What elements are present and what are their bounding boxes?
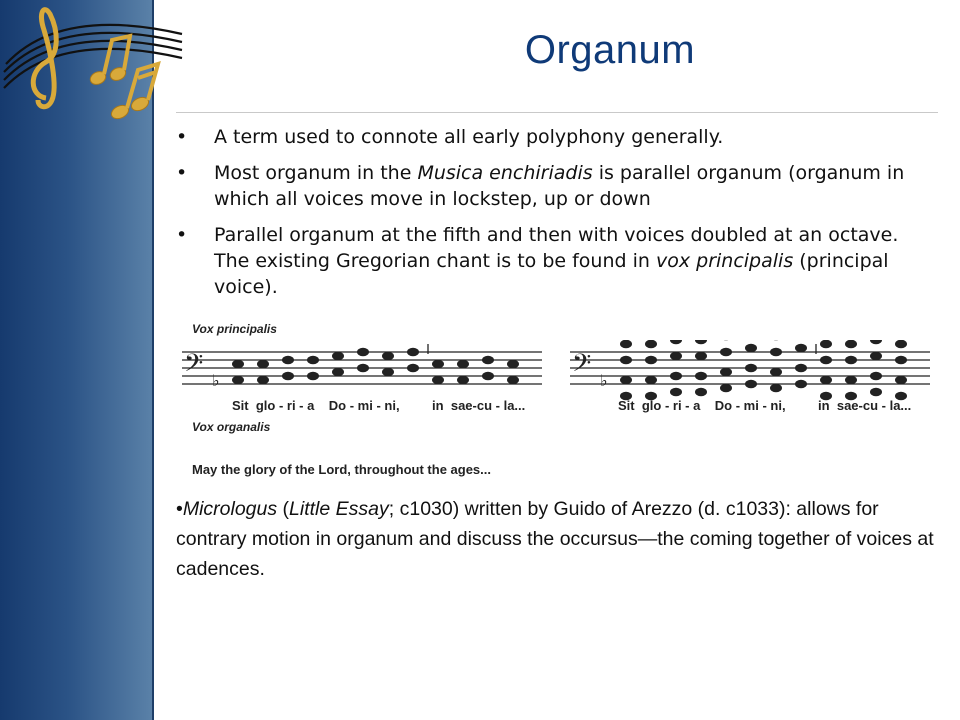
note-head [695, 340, 707, 344]
note-head [720, 384, 732, 393]
bullet-item [172, 160, 932, 212]
vox-principalis-label: Vox principalis [192, 322, 277, 336]
note-head [620, 340, 632, 348]
slide-title: Organum [524, 28, 696, 72]
note-head [382, 352, 394, 361]
note-head [232, 360, 244, 369]
vox-organalis-label: Vox organalis [192, 420, 271, 434]
note-head [407, 348, 419, 357]
bullet-dot: • [176, 162, 188, 184]
staff-graphic [178, 340, 938, 440]
bullet-dot: • [176, 224, 188, 246]
note-head [645, 356, 657, 365]
note-head [795, 364, 807, 373]
bullet-text-emphasis: vox principalis [655, 250, 794, 272]
footnote-subtitle: Little Essay [289, 498, 389, 520]
bullet-text-pre: Most organum in the [214, 162, 418, 184]
note-head [457, 360, 469, 369]
note-head [820, 340, 832, 348]
note-head [232, 376, 244, 385]
note-head [307, 372, 319, 381]
bass-clef-icon: 𝄢 [184, 349, 204, 384]
note-head [795, 380, 807, 389]
note-head [745, 344, 757, 353]
note-head [382, 368, 394, 377]
note-head [670, 372, 682, 381]
footnote-text: ( [277, 498, 290, 520]
note-head [895, 376, 907, 385]
note-head [432, 376, 444, 385]
title-rule [176, 112, 938, 113]
note-head [620, 376, 632, 385]
bass-clef-icon: 𝄢 [572, 349, 592, 384]
footnote-paragraph [176, 494, 946, 584]
bullet-item [172, 222, 932, 300]
lyrics-right: Sit glo - ri - a Do - mi - ni, in sae-cu - la... [618, 398, 912, 413]
note-head [507, 376, 519, 385]
note-head [482, 356, 494, 365]
note-head [845, 356, 857, 365]
note-head [670, 388, 682, 397]
note-head [820, 376, 832, 385]
note-head [870, 340, 882, 344]
note-head [482, 372, 494, 381]
note-head [695, 388, 707, 397]
note-head [770, 384, 782, 393]
flat-icon: ♭ [600, 371, 608, 390]
note-head [332, 368, 344, 377]
note-head [820, 356, 832, 365]
note-head [845, 376, 857, 385]
bullet-list [172, 124, 932, 310]
note-head [282, 372, 294, 381]
note-head [507, 360, 519, 369]
music-decoration-icon [0, 0, 190, 130]
note-head [845, 340, 857, 348]
music-notation-figure [178, 318, 938, 483]
bullet-text-emphasis: Musica enchiriadis [417, 162, 593, 184]
note-head [432, 360, 444, 369]
note-head [257, 376, 269, 385]
bullet-item [172, 124, 932, 150]
note-head [645, 376, 657, 385]
note-head [895, 356, 907, 365]
note-head [307, 356, 319, 365]
notation-caption: May the glory of the Lord, throughout the ages... [192, 462, 491, 477]
note-head [282, 356, 294, 365]
note-head [870, 372, 882, 381]
note-head [870, 388, 882, 397]
bullet-dot: • [176, 126, 188, 148]
note-head [407, 364, 419, 373]
footnote-bullet: • [176, 498, 183, 520]
bullet-text: A term used to connote all early polyphony generally. [214, 126, 724, 148]
note-head [745, 364, 757, 373]
footnote-text: ; c1030) written by Guido of Arezzo (d. c1033): allows for contrary motion in organum and discuss the occursus—the coming together of voices at cadences. [176, 498, 934, 580]
bullet-text-post: is parallel organum (organum in which all voices move in lockstep, up or down [214, 162, 905, 210]
note-head [895, 340, 907, 348]
note-head [795, 344, 807, 353]
footnote-title: Micrologus [182, 498, 278, 520]
note-head [695, 352, 707, 361]
flat-icon: ♭ [212, 371, 220, 390]
note-head [645, 340, 657, 348]
note-head [720, 348, 732, 357]
note-head [695, 372, 707, 381]
note-head [357, 364, 369, 373]
note-head [770, 348, 782, 357]
note-head [357, 348, 369, 357]
note-head [332, 352, 344, 361]
note-head [720, 368, 732, 377]
lyrics-left: Sit glo - ri - a Do - mi - ni, in sae-cu - la... [232, 398, 526, 413]
note-head [870, 352, 882, 361]
note-head [457, 376, 469, 385]
note-head [745, 380, 757, 389]
note-head [670, 340, 682, 344]
note-head [770, 368, 782, 377]
note-head [620, 356, 632, 365]
note-head [670, 352, 682, 361]
bullet-text-post: (principal voice). [214, 250, 889, 298]
bullet-text-pre: Parallel organum at the fifth and then with voices doubled at an octave. The existing Gregorian chant is to be found in [214, 224, 899, 272]
note-head [257, 360, 269, 369]
